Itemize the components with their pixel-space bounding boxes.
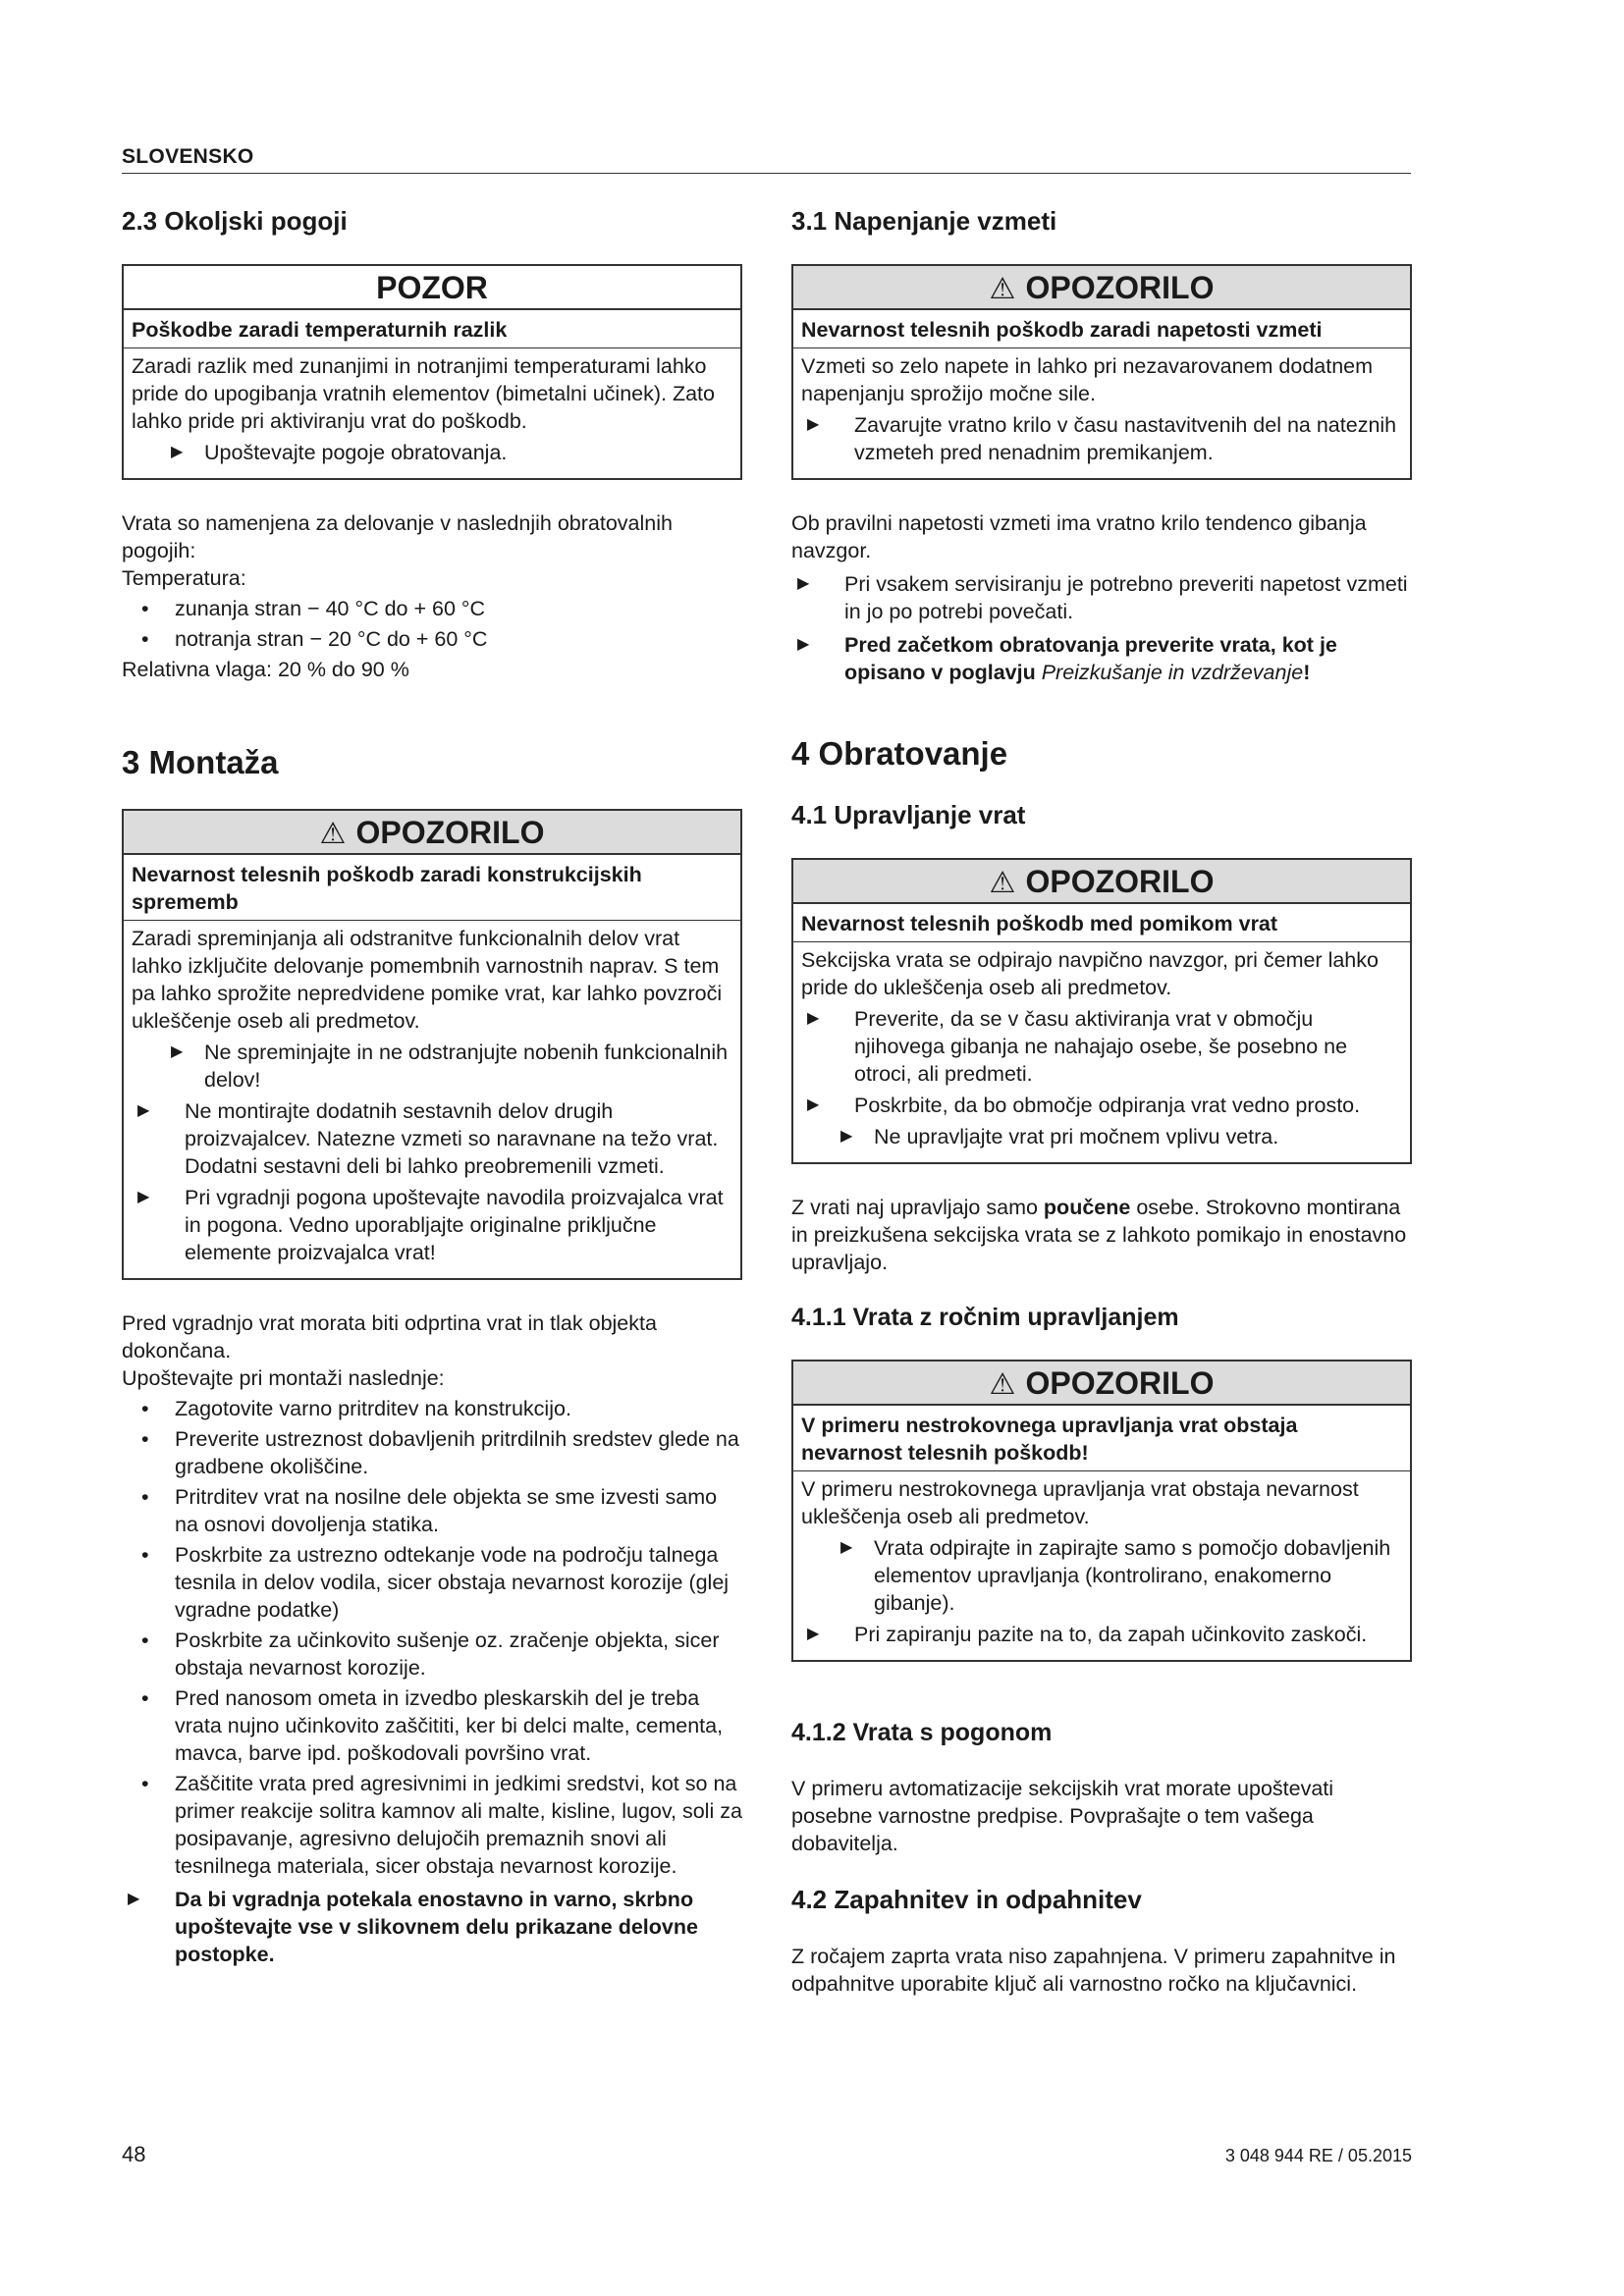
arrow-icon: ▶ [797,575,810,592]
warning-action: ▶ Ne montirajte dodatnih sestavnih delov drugih proizvajalcev. Natezne vzmeti so naravnane na težo vrat. Dodatni sestavni deli bi lahko preobremenili vzmeti. [137,1099,719,1178]
conditions-intro: Vrata so namenjena za delovanje v naslednjih obratovalnih pogojih: [122,511,673,562]
arrow-icon: ▶ [171,444,184,460]
warning-box-mounting [122,809,742,1280]
section-3-title: 3 Montaža [122,744,279,780]
caution-box [122,264,742,480]
warning-action: ▶ Pri vgradnji pogona upoštevajte navodila proizvajalca vrat in pogona. Vedno uporabljajte originalne priključne elemente proizvajalca vrat! [137,1186,724,1264]
list-item: • Zagotovite varno pritrditev na konstrukcijo. [141,1397,571,1420]
arrow-icon: ▶ [128,1891,140,1907]
warning-action: ▶ Poskrbite, da bo območje odpiranja vrat vedno prosto. [807,1094,1361,1117]
language-header: SLOVENSKO [122,145,1411,174]
bullet-icon: • [141,1686,149,1710]
arrow-icon: ▶ [807,416,820,433]
warning-header: ⚠ OPOZORILO [793,1362,1410,1406]
warning-box-springs [791,264,1412,480]
bullet-icon: • [141,1543,149,1567]
bullet-icon: • [141,597,149,620]
warning-action: ▶ Zavarujte vratno krilo v času nastavitvenih del na nateznih vzmeteh pred nenadnim premikanjem. [807,413,1397,464]
list-item: • Poskrbite za učinkovito sušenje oz. zračenje objekta, sicer obstaja nevarnost korozije. [141,1629,720,1680]
arrow-icon: ▶ [840,1128,853,1145]
warning-header: ⚠ OPOZORILO [793,266,1410,310]
section-4-title: 4 Obratovanje [791,735,1008,772]
humidity-text: Relativna vlaga: 20 % do 90 % [122,658,409,681]
left-column [122,206,742,1974]
warning-header: ⚠ OPOZORILO [124,811,740,855]
locking-para: Z ročajem zaprta vrata niso zapahnjena. V primeru zapahnitve in odpahnitve uporabite ključ ali varnostno ročko na ključavnici. [791,1945,1396,1996]
warning-action: ▶ Ne upravljajte vrat pri močnem vplivu vetra. [840,1125,1279,1148]
warning-text: Zaradi spreminjanja ali odstranitve funkcionalnih delov vrat lahko izključite delovanje pomembnih varnostnih naprav. S tem pa lahko sprožite nepredvidene pomike vrat, kar lahko povzroči ukleščenje oseb ali predmetov. [132,927,723,1033]
list-item: • Poskrbite za ustrezno odtekanje vode na področju talnega tesnila in delov vodila, sicer obstaja nevarnost korozije (glej vgradne podatke) [141,1543,730,1622]
warning-title: V primeru nestrokovnega upravljanja vrat obstaja nevarnost telesnih poškodb! [793,1406,1410,1471]
warning-title: Nevarnost telesnih poškodb zaradi konstrukcijskih sprememb [124,855,740,921]
list-item: • Pritrditev vrat na nosilne dele objekta se sme izvesti samo na osnovi dovoljenja statika. [141,1485,718,1536]
spring-action-bold: ▶ Pred začetkom obratovanja preverite vrata, kot je opisano v poglavju Preizkušanje in vzdrževanje! [797,633,1337,684]
list-item: • Preverite ustreznost dobavljenih pritrdilnih sredstev glede na gradbene okoliščine. [141,1427,739,1478]
warning-text: Sekcijska vrata se odpirajo navpično navzgor, pri čemer lahko pride do ukleščenja oseb ali predmetov. [801,948,1379,999]
operation-para: Z vrati naj upravljajo samo poučene osebe. Strokovno montirana in preizkušena sekcijska vrata se z lahkoto pomikajo in enostavno upravljajo. [791,1196,1407,1274]
arrow-icon: ▶ [137,1189,150,1205]
list-item: • zunanja stran − 40 °C do + 60 °C [141,597,486,620]
warning-action: ▶ Vrata odpirajte in zapirajte samo s pomočjo dobavljenih elementov upravljanja (kontrolirano, enakomerno gibanje). [840,1536,1391,1615]
list-item: • Zaščitite vrata pred agresivnimi in jedkimi sredstvi, kot so na primer reakcije solitra kamnov ali malte, kisline, lugov, soli za posipavanje, agresivno delujočih premaznih snovi ali tesnilnega materiala, sicer obstaja nevarnost korozije. [141,1772,742,1878]
right-column [791,206,1412,1998]
spring-action: ▶ Pri vsakem servisiranju je potrebno preveriti napetost vzmeti in jo po potrebi povečati. [797,572,1408,623]
document-code: 3 048 944 RE / 05.2015 [1224,2146,1412,2165]
warning-text: V primeru nestrokovnega upravljanja vrat obstaja nevarnost ukleščenja oseb ali predmetov. [801,1477,1359,1528]
bullet-icon: • [141,627,149,651]
arrow-icon: ▶ [797,636,810,653]
warning-triangle-icon: ⚠ [989,1368,1016,1401]
warning-triangle-icon: ⚠ [319,818,347,850]
arrow-icon: ▶ [807,1096,820,1113]
warning-action: ▶ Pri zapiranju pazite na to, da zapah učinkovito zaskoči. [807,1623,1368,1646]
section-4-1-2-title: 4.1.2 Vrata s pogonom [791,1719,1053,1746]
section-4-2-title: 4.2 Zapahnitev in odpahnitev [791,1885,1142,1914]
drive-para: V primeru avtomatizacije sekcijskih vrat morate upoštevati posebne varnostne predpise. Povprašajte o tem vašega dobavitelja. [791,1777,1334,1855]
warning-title: Nevarnost telesnih poškodb med pomikom vrat [793,904,1410,942]
page-number: 48 [122,2142,146,2166]
section-4-1-1-title: 4.1.1 Vrata z ročnim upravljanjem [791,1304,1179,1331]
caution-header: POZOR [124,266,740,310]
warning-action: ▶ Preverite, da se v času aktiviranja vrat v območju njihovega gibanja ne nahajajo osebe, še posebno ne otroci, ali predmeti. [807,1007,1348,1086]
warning-box-operation [791,858,1412,1164]
warning-box-manual [791,1360,1412,1662]
bullet-icon: • [141,1629,149,1652]
caution-action: ▶ Upoštevajte pogoje obratovanja. [171,441,508,464]
caution-text: Zaradi razlik med zunanjimi in notranjimi temperaturami lahko pride do upogibanja vratnih elementov (bimetalni učinek). Zato lahko pride pri aktiviranju vrat do poškodb. [132,354,715,433]
arrow-icon: ▶ [840,1539,853,1556]
warning-header: ⚠ OPOZORILO [793,860,1410,904]
arrow-icon: ▶ [807,1626,820,1642]
warning-action: ▶ Ne spreminjajte in ne odstranjujte nobenih funkcionalnih delov! [171,1041,729,1092]
arrow-icon: ▶ [137,1102,150,1119]
list-item: • Pred nanosom ometa in izvedbo pleskarskih del je treba vrata nujno učinkovito zaščititi, ker bi delci malte, cementa, mavca, barve ipd. poškodovali površino vrat. [141,1686,724,1765]
section-4-1-title: 4.1 Upravljanje vrat [791,800,1026,829]
mounting-final-action: ▶ Da bi vgradnja potekala enostavno in varno, skrbno upoštevajte vse v slikovnem delu prikazane delovne postopke. [128,1888,698,1966]
warning-title: Nevarnost telesnih poškodb zaradi napetosti vzmeti [793,310,1410,348]
warning-triangle-icon: ⚠ [989,273,1016,305]
list-item: • notranja stran − 20 °C do + 60 °C [141,627,488,651]
section-3-1-title: 3.1 Napenjanje vzmeti [791,206,1057,236]
bullet-icon: • [141,1485,149,1509]
spring-para: Ob pravilni napetosti vzmeti ima vratno krilo tendenco gibanja navzgor. [791,511,1367,562]
caution-title: Poškodbe zaradi temperaturnih razlik [124,310,740,348]
bullet-icon: • [141,1772,149,1795]
warning-triangle-icon: ⚠ [989,867,1016,899]
arrow-icon: ▶ [807,1010,820,1027]
mounting-para-1: Pred vgradnjo vrat morata biti odprtina vrat in tlak objekta dokončana. [122,1311,657,1362]
mounting-list [122,1395,742,1880]
chapter-reference: Preizkušanje in vzdrževanje [1041,661,1304,684]
bullet-icon: • [141,1427,149,1451]
temperature-label: Temperatura: [122,566,246,590]
warning-text: Vzmeti so zelo napete in lahko pri nezavarovanem dodatnem napenjanju sprožijo močne sile. [801,354,1374,405]
bullet-icon: • [141,1397,149,1420]
mounting-para-2: Upoštevajte pri montaži naslednje: [122,1366,445,1390]
temperature-list [122,595,742,653]
section-2-3-title: 2.3 Okoljski pogoji [122,206,348,236]
arrow-icon: ▶ [171,1043,184,1060]
